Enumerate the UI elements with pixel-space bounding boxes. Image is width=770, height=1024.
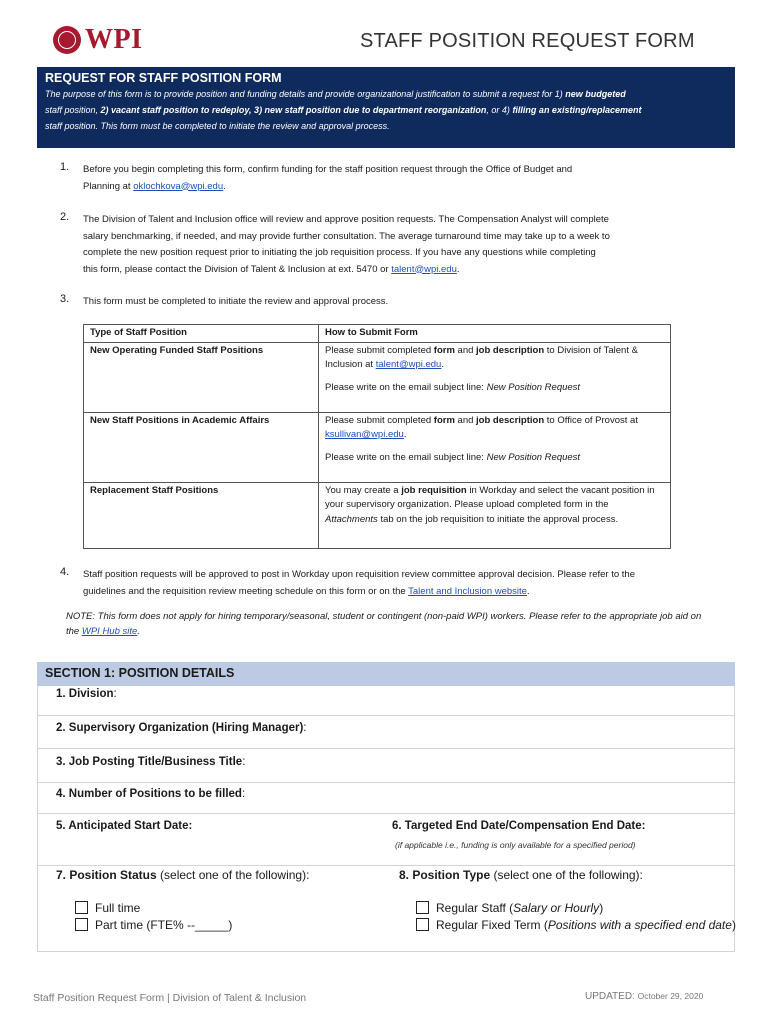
page-title: STAFF POSITION REQUEST FORM <box>360 30 695 52</box>
instruction-2: The Division of Talent and Inclusion office will review and approve position requests. The Compensation Analyst will complete salary benchmarking, if needed, and may provide further consultation. The average turnaround time may take up to a week to complete the new position request prior to initiating the job requisition process. If you have any questions while completing this form, please contact the Division of Talent & Inclusion at ext. 5470 or talent@wpi.edu. <box>83 214 610 275</box>
division-field[interactable]: 1. Division: <box>56 688 117 700</box>
submission-instructions: Please submit completed form and job description to Division of Talent & Inclusion at talent@wpi.edu. Please write on the email subject line: New Position Request <box>319 342 671 412</box>
checkbox-icon[interactable] <box>416 918 429 931</box>
instruction-4: Staff position requests will be approved to post in Workday upon requisition review committee approval decision. Please refer to the guidelines and the requisition review meeting schedule on this form or on the Talent and Inclusion website. <box>83 569 636 597</box>
budget-email-link[interactable]: oklochkova@wpi.edu <box>133 180 224 192</box>
checkbox-icon[interactable] <box>75 901 88 914</box>
item-number: 2. <box>60 211 70 223</box>
full-time-checkbox[interactable]: Full time <box>75 901 140 915</box>
table-header: How to Submit Form <box>319 325 671 343</box>
section-1-title: SECTION 1: POSITION DETAILS <box>37 662 735 686</box>
talent-website-link[interactable]: Talent and Inclusion website <box>408 585 527 597</box>
divider <box>37 865 735 866</box>
provost-email-link[interactable]: ksullivan@wpi.edu <box>325 429 404 440</box>
supervisory-org-field[interactable]: 2. Supervisory Organization (Hiring Manager): <box>56 722 307 734</box>
position-type: New Staff Positions in Academic Affairs <box>84 412 319 482</box>
footer-text: Staff Position Request Form | Division of Talent & Inclusion <box>33 992 307 1004</box>
submission-instructions: Please submit completed form and job description to Office of Provost at ksullivan@wpi.edu. Please write on the email subject line: New Position Request <box>319 412 671 482</box>
instruction-1: Before you begin completing this form, confirm funding for the staff position request through the Office of Budget and Planning at oklochkova@wpi.edu. <box>83 164 573 192</box>
table-header: Type of Staff Position <box>84 325 319 343</box>
part-time-checkbox[interactable]: Part time (FTE% --_____) <box>75 918 232 932</box>
item-number: 3. <box>60 293 70 305</box>
checkbox-icon[interactable] <box>75 918 88 931</box>
job-title-field[interactable]: 3. Job Posting Title/Business Title: <box>56 756 246 768</box>
divider <box>37 782 735 783</box>
logo-text: WPI <box>85 24 143 55</box>
table-row <box>84 482 671 548</box>
position-type: New Operating Funded Staff Positions <box>84 342 319 412</box>
submission-table <box>83 324 671 549</box>
note: NOTE: This form does not apply for hiring temporary/seasonal, student or contingent (non-paid WPI) workers. Please refer to the appropriate job aid on the WPI Hub site. <box>66 611 702 637</box>
position-type-label: 8. Position Type (select one of the following): <box>399 868 643 882</box>
section-1-box <box>37 662 735 952</box>
position-status-label: 7. Position Status (select one of the following): <box>56 868 310 882</box>
divider <box>37 813 735 814</box>
banner-text: The purpose of this form is to provide position and funding details and provide organizational justification to submit a request for 1) new budgeted staff position, 2) vacant staff position to redeploy, 3) new staff position due to department reorganization, or 4) filling an existing/replacement staff position. This form must be completed to initiate the review and approval process. <box>45 89 642 131</box>
wpi-seal-icon <box>53 26 81 54</box>
intro-banner <box>37 67 735 148</box>
instruction-3: This form must be completed to initiate the review and approval process. <box>83 296 389 307</box>
wpi-hub-link[interactable]: WPI Hub site <box>81 626 138 637</box>
end-date-field[interactable]: 6. Targeted End Date/Compensation End Date: <box>392 820 646 832</box>
number-of-positions-field[interactable]: 4. Number of Positions to be filled: <box>56 788 246 800</box>
end-date-hint: (if applicable i.e., funding is only available for a specified period) <box>395 840 636 850</box>
wpi-logo <box>53 24 143 56</box>
checkbox-icon[interactable] <box>416 901 429 914</box>
table-row <box>84 412 671 482</box>
position-type: Replacement Staff Positions <box>84 482 319 548</box>
divider <box>37 715 735 716</box>
start-date-field[interactable]: 5. Anticipated Start Date: <box>56 820 193 832</box>
item-number: 4. <box>60 566 70 578</box>
regular-staff-checkbox[interactable]: Regular Staff (Salary or Hourly) <box>416 901 603 915</box>
item-number: 1. <box>60 161 70 173</box>
table-row <box>84 342 671 412</box>
submission-instructions: You may create a job requisition in Workday and select the vacant position in your supervisory organization. Please upload completed form in the Attachments tab on the job requisition to initiate the approval process. <box>319 482 671 548</box>
footer-updated: UPDATED: October 29, 2020 <box>585 991 704 1002</box>
talent-email-link[interactable]: talent@wpi.edu <box>391 263 457 275</box>
banner-title: REQUEST FOR STAFF POSITION FORM <box>45 71 282 85</box>
divider <box>37 748 735 749</box>
regular-fixed-term-checkbox[interactable]: Regular Fixed Term (Positions with a specified end date) <box>416 918 736 932</box>
talent-email-link[interactable]: talent@wpi.edu <box>375 359 442 370</box>
